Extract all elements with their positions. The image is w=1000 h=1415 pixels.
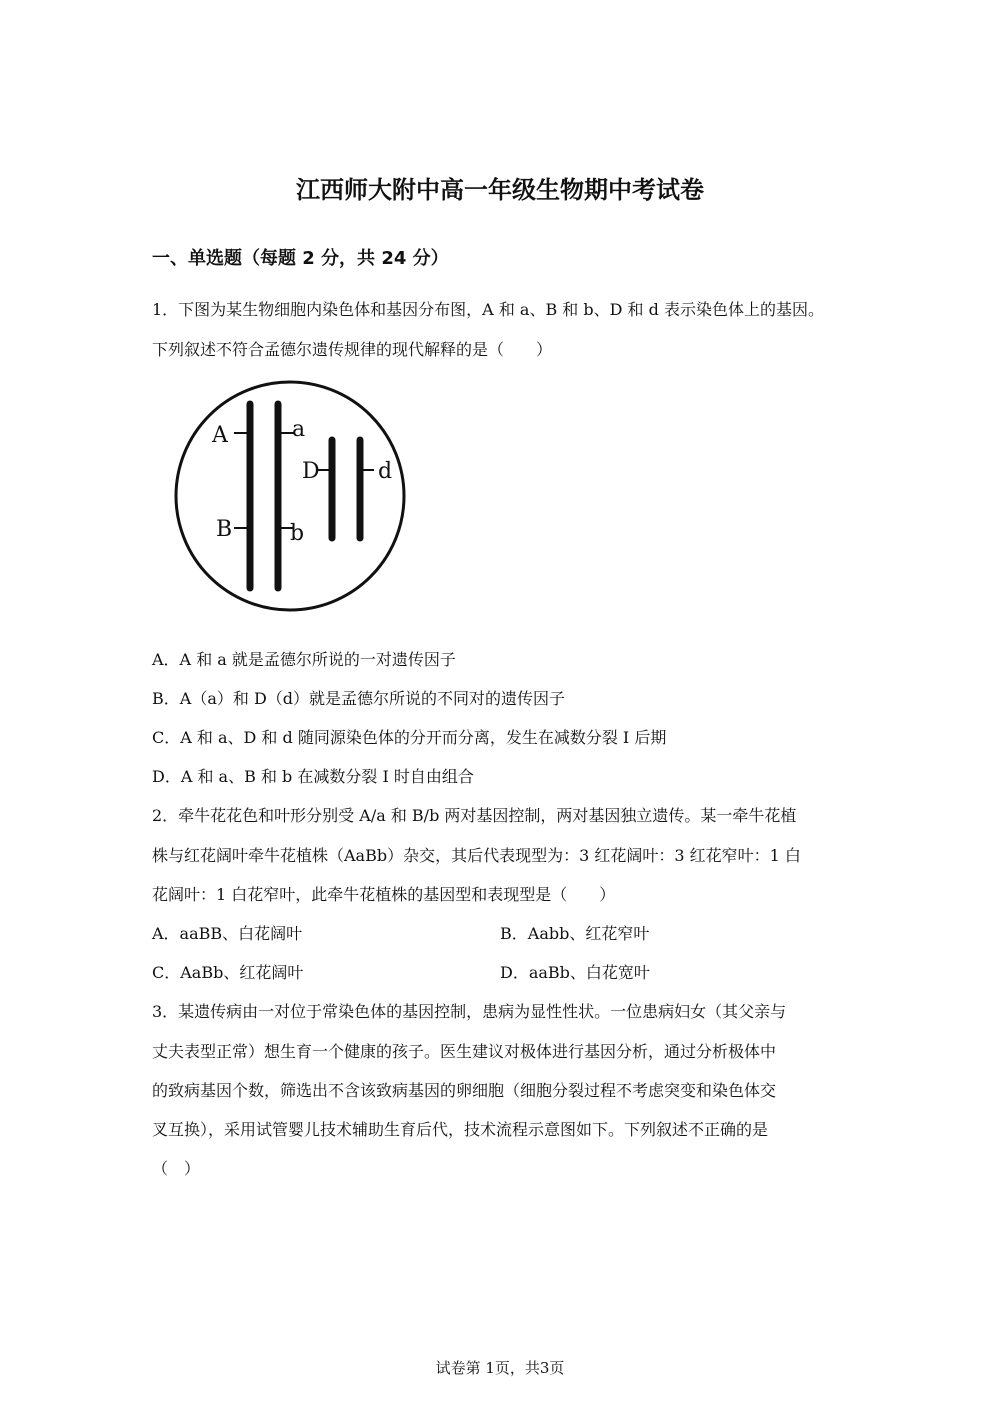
q2-stem-line-2: 株与红花阔叶牵牛花植株（AaBb）杂交，其后代表现型为：3 红花阔叶：3 红花窄叶：1 白 — [152, 846, 801, 865]
chromosome-diagram — [170, 378, 420, 618]
page-title: 江西师大附中高一年级生物期中考试卷 — [296, 176, 704, 204]
q1-option-d: D．A 和 a、B 和 b 在减数分裂 I 时自由组合 — [152, 767, 474, 786]
q2-option-a: A．aaBB、白花阔叶 — [152, 924, 303, 943]
q1-stem-line-1: 1．下图为某生物细胞内染色体和基因分布图，A 和 a、B 和 b、D 和 d 表示染色体上的基因。 — [152, 300, 824, 319]
gene-label-D: D — [302, 459, 320, 484]
q2-stem-line-3: 花阔叶：1 白花窄叶，此牵牛花植株的基因型和表现型是（ ） — [152, 885, 616, 904]
gene-label-a: a — [292, 417, 306, 442]
q1-option-b: B．A（a）和 D（d）就是孟德尔所说的不同对的遗传因子 — [152, 689, 566, 708]
q3-stem-line-3: 的致病基因个数，筛选出不含该致病基因的卵细胞（细胞分裂过程不考虑突变和染色体交 — [152, 1081, 777, 1100]
chromosome-figure — [170, 378, 420, 618]
gene-label-B: B — [216, 517, 233, 542]
q2-option-d: D．aaBb、白花宽叶 — [500, 963, 650, 982]
q2-option-c: C．AaBb、红花阔叶 — [152, 963, 304, 982]
gene-label-d: d — [378, 459, 393, 484]
q1-option-a: A．A 和 a 就是孟德尔所说的一对遗传因子 — [152, 650, 456, 669]
q2-stem-line-1: 2．牵牛花花色和叶形分别受 A/a 和 B/b 两对基因控制，两对基因独立遗传。某一牵牛花植 — [152, 806, 797, 825]
q3-stem-line-1: 3．某遗传病由一对位于常染色体的基因控制，患病为显性性状。一位患病妇女（其父亲与 — [152, 1002, 787, 1021]
q3-stem-line-4: 叉互换），采用试管婴儿技术辅助生育后代，技术流程示意图如下。下列叙述不正确的是 — [152, 1120, 769, 1139]
q3-stem-line-5: （ ） — [152, 1159, 201, 1178]
q3-stem-line-2: 丈夫表型正常）想生育一个健康的孩子。医生建议对极体进行基因分析，通过分析极体中 — [152, 1042, 777, 1061]
gene-label-A: A — [212, 423, 228, 448]
q1-stem-line-2: 下列叙述不符合孟德尔遗传规律的现代解释的是（ ） — [152, 340, 553, 359]
cell-outline — [176, 382, 404, 610]
section-heading: 一、单选题（每题 2 分，共 24 分） — [152, 248, 449, 269]
page-footer: 试卷第 1页，共3页 — [435, 1359, 565, 1377]
gene-label-b: b — [290, 521, 305, 546]
q1-option-c: C．A 和 a、D 和 d 随同源染色体的分开而分离，发生在减数分裂 I 后期 — [152, 728, 667, 747]
q2-option-b: B．Aabb、红花窄叶 — [500, 924, 650, 943]
